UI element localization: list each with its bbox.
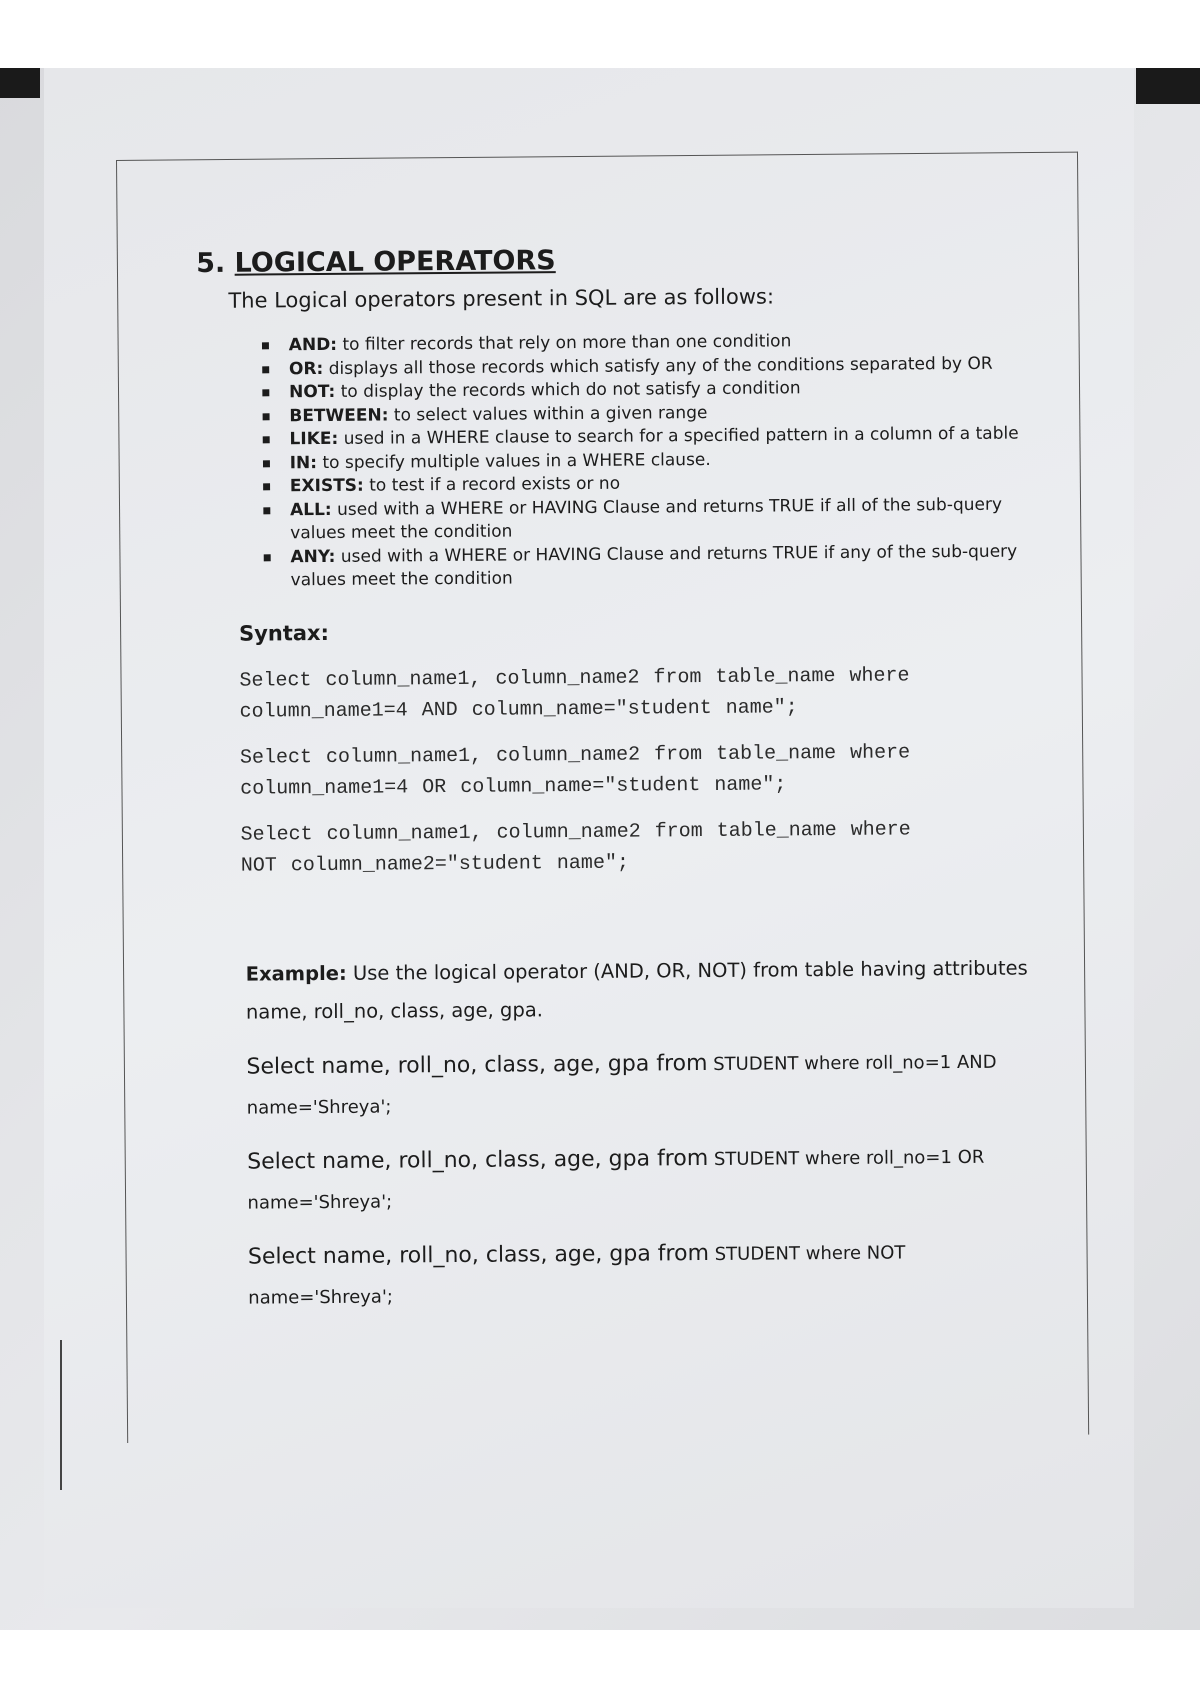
- example-label: Example:: [245, 961, 347, 986]
- example-query-or: Select name, roll_no, class, age, gpa from STUDENT where roll_no=1 OR name='Shreya';: [247, 1145, 985, 1214]
- list-item: ▪ NOT: to display the records which do not satisfy a condition: [261, 375, 1057, 405]
- list-item: ▪ EXISTS: to test if a record exists or no: [262, 469, 1058, 499]
- example-query-and: Select name, roll_no, class, age, gpa from STUDENT where roll_no=1 AND name='Shreya';: [246, 1050, 997, 1119]
- list-item: ▪ ANY: used with a WHERE or HAVING Clause and returns TRUE if any of the sub-query values meet the condition: [262, 540, 1058, 593]
- example-paragraph: Example: Use the logical operator (AND, OR, NOT) from table having attributes name, roll_no, class, age, gpa.: [245, 955, 1028, 1024]
- syntax-code-not: Select column_name1, column_name2 from table_name where NOT column_name2="student name";: [240, 817, 911, 878]
- syntax-code-and: Select column_name1, column_name2 from table_name where column_name1=4 AND column_name="student name";: [239, 663, 910, 724]
- list-item: ▪ OR: displays all those records which satisfy any of the conditions separated by OR: [261, 352, 1057, 382]
- photo-corner-left: [0, 68, 40, 98]
- section-number: 5.: [196, 247, 226, 279]
- section-heading: [196, 241, 1056, 279]
- list-item: ▪ IN: to specify multiple values in a WHERE clause.: [262, 446, 1058, 476]
- operator-list: [261, 328, 1059, 593]
- syntax-label: Syntax:: [238, 620, 330, 646]
- left-edge-mark: [60, 1340, 62, 1490]
- document-content: [196, 241, 1064, 1318]
- syntax-code-or: Select column_name1, column_name2 from table_name where column_name1=4 OR column_name="student name";: [239, 740, 911, 801]
- photo-corner-right: [1136, 68, 1200, 104]
- list-item: ▪ AND: to filter records that rely on more than one condition: [261, 328, 1057, 358]
- section-title: LOGICAL OPERATORS: [234, 245, 556, 279]
- list-item: ▪ LIKE: used in a WHERE clause to search for a specified pattern in a column of a table: [261, 422, 1057, 452]
- list-item: ▪ ALL: used with a WHERE or HAVING Clause and returns TRUE if all of the sub-query values meet the condition: [262, 493, 1058, 546]
- example-query-not: Select name, roll_no, class, age, gpa from STUDENT where NOT name='Shreya';: [247, 1240, 906, 1309]
- list-item: ▪ BETWEEN: to select values within a given range: [261, 399, 1057, 429]
- section-intro: The Logical operators present in SQL are as follows:: [228, 284, 775, 313]
